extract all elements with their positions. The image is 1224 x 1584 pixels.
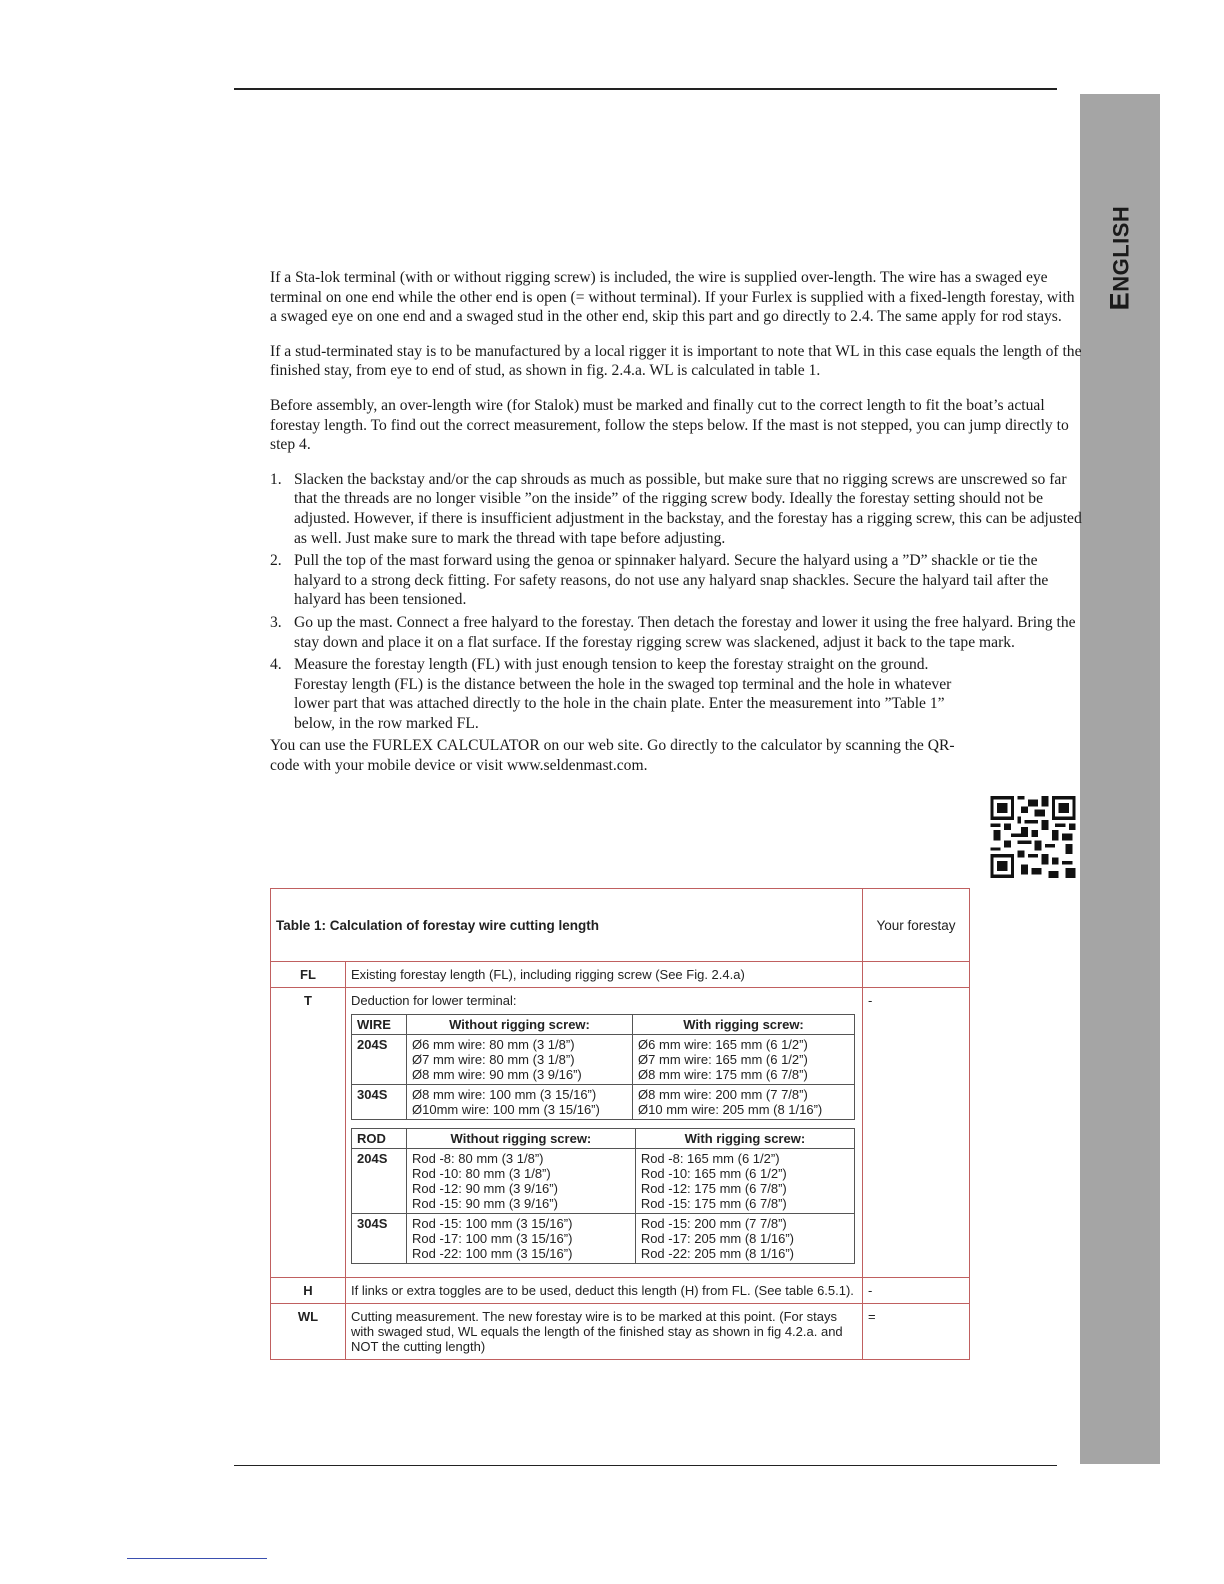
- table-row: [352, 1214, 855, 1264]
- language-label: ENGLISH: [1104, 205, 1135, 311]
- wire-header: WIRE: [352, 1015, 407, 1035]
- step-item: 3. Go up the mast. Connect a free halyard to the forestay. Then detach the forestay and lower it using the free halyard. Bring the stay down and place it on a flat surface. If the forestay rigging screw was slackened, adjust it back to the tape mark.: [270, 613, 1076, 651]
- paragraph-before-assembly: Before assembly, an over-length wire (for Stalok) must be marked and finally cut to the correct length to fit the boat’s actual forestay length. To find out the correct measurement, follow the steps below. If the mast is not stepped, you can jump directly to step 4.: [270, 396, 1069, 454]
- rod-header: ROD: [352, 1129, 407, 1149]
- header-rule: [234, 88, 1057, 90]
- paragraph-stalok: If a Sta-lok terminal (with or without rigging screw) is included, the wire is supplied over-length. The wire has a swaged eye terminal on one end while the other end is open (= without terminal). If your Furlex is supplied with a fixed-length forestay, with a swaged eye on one end and a swaged stud in the other end, skip this part and go directly to 2.4. The same apply for rod stays.: [270, 269, 1075, 326]
- without-screw-cell: Ø6 mm wire: 80 mm (3 1/8”) Ø7 mm wire: 80 mm (3 1/8”) Ø8 mm wire: 90 mm (3 9/16”): [407, 1035, 633, 1085]
- row-description: Existing forestay length (FL), including rigging screw (See Fig. 2.4.a): [346, 962, 863, 988]
- row-code: WL: [271, 1304, 346, 1360]
- your-forestay-wl-cell[interactable]: =: [863, 1304, 970, 1360]
- without-screw-header: Without rigging screw:: [407, 1129, 636, 1149]
- body-text: [270, 268, 1082, 791]
- your-forestay-h-cell[interactable]: -: [863, 1278, 970, 1304]
- row-description: Cutting measurement. The new forestay wire is to be marked at this point. (For stays with swaged stud, WL equals the length of the finished stay as shown in fig 4.2.a. and NOT the cutting length): [346, 1304, 863, 1360]
- deduction-label: Deduction for lower terminal:: [351, 993, 517, 1008]
- step-item: 2. Pull the top of the mast forward using the genoa or spinnaker halyard. Secure the halyard using a ”D” shackle or tie the halyard to a strong deck fitting. For safety reasons, do not use any halyard snap shackles. Secure the halyard tail after the halyard has been tensioned.: [270, 552, 1049, 609]
- row-code: FL: [271, 962, 346, 988]
- forestay-calculation-table: [270, 888, 970, 1360]
- row-code: T: [271, 988, 346, 1278]
- calculator-paragraph: You can use the FURLEX CALCULATOR on our web site. Go directly to the calculator by scanning the QR-code with your mobile device or visit www.seldenmast.com.: [270, 737, 955, 775]
- wire-deduction-table: [351, 1014, 855, 1120]
- table-row: [352, 1149, 855, 1214]
- without-screw-cell: Rod -15: 100 mm (3 15/16”) Rod -17: 100 mm (3 15/16”) Rod -22: 100 mm (3 15/16”): [407, 1214, 636, 1264]
- table-row-t: [271, 988, 970, 1278]
- step-item: 4. Measure the forestay length (FL) with just enough tension to keep the forestay straight on the ground. Forestay length (FL) is the distance between the hole in the swaged top terminal and the hole in whatever lower part that was attached directly to the hole in the chain plate. Enter the measurement into ”Table 1” below, in the row marked FL.: [270, 656, 952, 732]
- with-screw-cell: Rod -8: 165 mm (6 1/2”) Rod -10: 165 mm (6 1/2”) Rod -12: 175 mm (6 7/8”) Rod -15: 175 mm (6 7/8”): [635, 1149, 854, 1214]
- with-screw-cell: Ø8 mm wire: 200 mm (7 7/8”) Ø10 mm wire: 205 mm (8 1/16”): [633, 1085, 855, 1120]
- table-row: [352, 1035, 855, 1085]
- with-screw-header: With rigging screw:: [633, 1015, 855, 1035]
- your-forestay-t-cell[interactable]: -: [863, 988, 970, 1278]
- with-screw-cell: Rod -15: 200 mm (7 7/8”) Rod -17: 205 mm (8 1/16”) Rod -22: 205 mm (8 1/16”): [635, 1214, 854, 1264]
- table-row-wl: [271, 1304, 970, 1360]
- steel-grade: 304S: [352, 1214, 407, 1264]
- your-forestay-fl-cell[interactable]: [863, 962, 970, 988]
- step-item: 1. Slacken the backstay and/or the cap shrouds as much as possible, but make sure that no rigging screws are unscrewed so far that the threads are no longer visible ”on the inside” of the rigging screw body. Ideally the forestay setting should not be adjusted. However, if there is insufficient adjustment in the backstay, and the forestay has a rigging screw, this can be adjusted as well. Just make sure to mark the thread with tape before adjusting.: [270, 470, 1082, 547]
- steel-grade: 204S: [352, 1035, 407, 1085]
- table-row-h: [271, 1278, 970, 1304]
- row-code: H: [271, 1278, 346, 1304]
- table-row: [352, 1085, 855, 1120]
- qr-code[interactable]: [990, 796, 1076, 878]
- with-screw-header: With rigging screw:: [635, 1129, 854, 1149]
- your-forestay-header: Your forestay: [863, 889, 970, 962]
- without-screw-header: Without rigging screw:: [407, 1015, 633, 1035]
- table-header-row: [271, 889, 970, 962]
- footnote-separator: [127, 1558, 267, 1559]
- rod-header-row: [352, 1129, 855, 1149]
- footer-rule: [234, 1465, 1057, 1466]
- with-screw-cell: Ø6 mm wire: 165 mm (6 1/2”) Ø7 mm wire: 165 mm (6 1/2”) Ø8 mm wire: 175 mm (6 7/8”): [633, 1035, 855, 1085]
- row-description: If links or extra toggles are to be used, deduct this length (H) from FL. (See table 6.5.1).: [346, 1278, 863, 1304]
- wire-header-row: [352, 1015, 855, 1035]
- paragraph-stud-terminated: If a stud-terminated stay is to be manufactured by a local rigger it is important to note that WL in this case equals the length of the finished stay, from eye to end of stud, as shown in fig. 2.4.a. WL is calculated in table 1.: [270, 342, 1082, 380]
- rod-deduction-table: [351, 1128, 855, 1264]
- steel-grade: 304S: [352, 1085, 407, 1120]
- table-row-fl: [271, 962, 970, 988]
- row-description: [346, 988, 863, 1278]
- table-title: Table 1: Calculation of forestay wire cutting length: [271, 889, 863, 962]
- without-screw-cell: Ø8 mm wire: 100 mm (3 15/16”) Ø10mm wire: 100 mm (3 15/16”): [407, 1085, 633, 1120]
- steps-list: [270, 470, 1082, 734]
- steel-grade: 204S: [352, 1149, 407, 1214]
- without-screw-cell: Rod -8: 80 mm (3 1/8”) Rod -10: 80 mm (3 1/8”) Rod -12: 90 mm (3 9/16”) Rod -15: 90 mm (3 9/16”): [407, 1149, 636, 1214]
